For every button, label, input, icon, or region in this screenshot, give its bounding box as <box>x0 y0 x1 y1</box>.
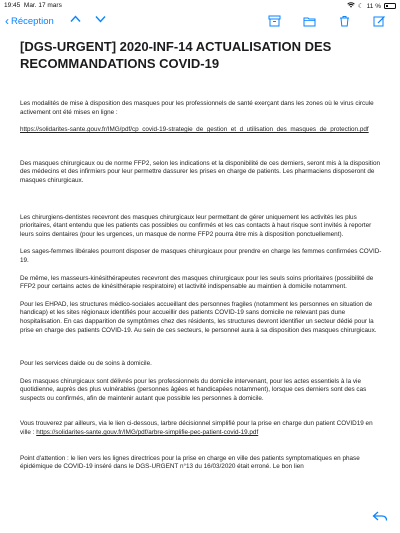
email-subject: [DGS-URGENT] 2020-INF-14 ACTUALISATION DES RECOMMANDATIONS COVID-19 <box>20 39 332 71</box>
paragraph-8: Des masques chirurgicaux sont délivrés pour les professionnels du domicile intervenant, pour les actes essentiels à la vie quotidienne, auprès des plus vulnérables (personnes âgées et handicapées notamment), lorsque ces derniers sont des cas suspects ou confirmés, afin de maintenir autant que possible les personnes à domicile. <box>20 377 367 402</box>
paragraph-2: Des masques chirurgicaux ou de norme FFP2, selon les indications et la disponibilité de ces derniers, seront mis à la disposition des médecins et des infirmiers pour leur permettre dassurer les prises en charge de patients. Les pharmaciens disposeront de masques chirurgicaux. <box>20 159 381 184</box>
archive-icon[interactable] <box>268 15 281 27</box>
chevron-left-icon: ‹ <box>5 14 9 28</box>
status-date: Mar. 17 mars <box>23 2 62 9</box>
back-label: Réception <box>11 15 54 27</box>
paragraph-9-text: Vous trouverez par ailleurs, via le lien ci-dessous, larbre décisionnel simplifié pour la prise en charge dun patient COVID19 en ville : <box>20 420 373 437</box>
move-folder-icon[interactable] <box>303 15 316 27</box>
paragraph-7: Pour les services daide ou de soins à domicile. <box>20 360 152 368</box>
chevron-up-icon[interactable] <box>70 14 81 26</box>
paragraph-5: De même, les masseurs-kinésithérapeutes recevront des masques chirurgicaux pour les seuls soins prioritaires (possibilité de FFP2 pour certains actes de kinésithérapie respiratoire) et lactivité indispensable au maintien à domicile notamment. <box>20 274 374 291</box>
battery-percent: 11 % <box>366 2 381 10</box>
link-arbre-pdf[interactable]: https://solidarites-sante.gouv.fr/IMG/pdf/arbre-simplifie-pec-patient-covid-19.pdf <box>36 429 259 437</box>
bottom-toolbar <box>372 509 388 527</box>
paragraph-10: Point d'attention : le lien vers les lignes directrices pour la prise en charge en ville des patients symptomatiques en phase épidémique de COVID-19 inséré dans le DGS-URGENT n°13 du 16/03/2020 était erroné. Le bon lien <box>20 454 360 471</box>
paragraph-3: Les chirurgiens-dentistes recevront des masques chirurgicaux leur permettant de gérer uniquement les activités les plus prioritaires, étant entendu que les patients cas possibles ou confirmés et les cas contacts à haut risque sont invités à reporter leurs soins dentaires (pour les urgences, un masque de norme FFP2 pourra être mis à disposition ponctuellement). <box>20 213 372 238</box>
link-masques-pdf[interactable]: https://solidarites-sante.gouv.fr/IMG/pdf/cp_covid-19-strategie_de_gestion_et_d_utilisation_des_masques_de_protection.pdf <box>20 126 369 134</box>
mail-toolbar <box>0 12 400 34</box>
paragraph-4: Les sages-femmes libérales pourront disposer de masques chirurgicaux pour prendre en charge les femmes confirmées COVID-19. <box>20 248 382 264</box>
message-nav <box>70 14 106 26</box>
paragraph-6: Pour les EHPAD, les structures médico-sociales accueillant des personnes fragiles (notamment les personnes en situation de handicap) et les sites régionaux identifiés pour accueillir des patients COVID-19 sans domicile ne relevant pas dune hospitalisation. En cas dapparition de symptômes chez des résidents, les structures devront identifier un secteur dédié pour la prise en charge des patients COVID-19. Au sein de ces secteurs, le personnel aura à sa disposition des masques chirurgicaux. <box>20 300 377 334</box>
back-button[interactable] <box>5 15 54 27</box>
status-time <box>4 2 62 9</box>
wifi-icon <box>347 2 355 10</box>
status-bar <box>0 0 400 12</box>
moon-icon: ☾ <box>357 3 364 10</box>
chevron-down-icon[interactable] <box>95 14 106 26</box>
battery-icon <box>384 3 396 9</box>
paragraph-1: Les modalités de mise à disposition des masques pour les professionnels de santé exerçant dans les zones où le virus circule activement ont été mises en ligne : <box>20 100 374 116</box>
status-right <box>347 2 396 10</box>
reply-icon[interactable] <box>372 510 388 522</box>
compose-icon[interactable] <box>373 15 386 27</box>
paragraph-9 <box>20 420 382 437</box>
status-clock: 19:45 <box>4 2 21 9</box>
trash-icon[interactable] <box>338 15 351 27</box>
toolbar-actions <box>268 15 386 27</box>
email-body <box>20 38 382 472</box>
